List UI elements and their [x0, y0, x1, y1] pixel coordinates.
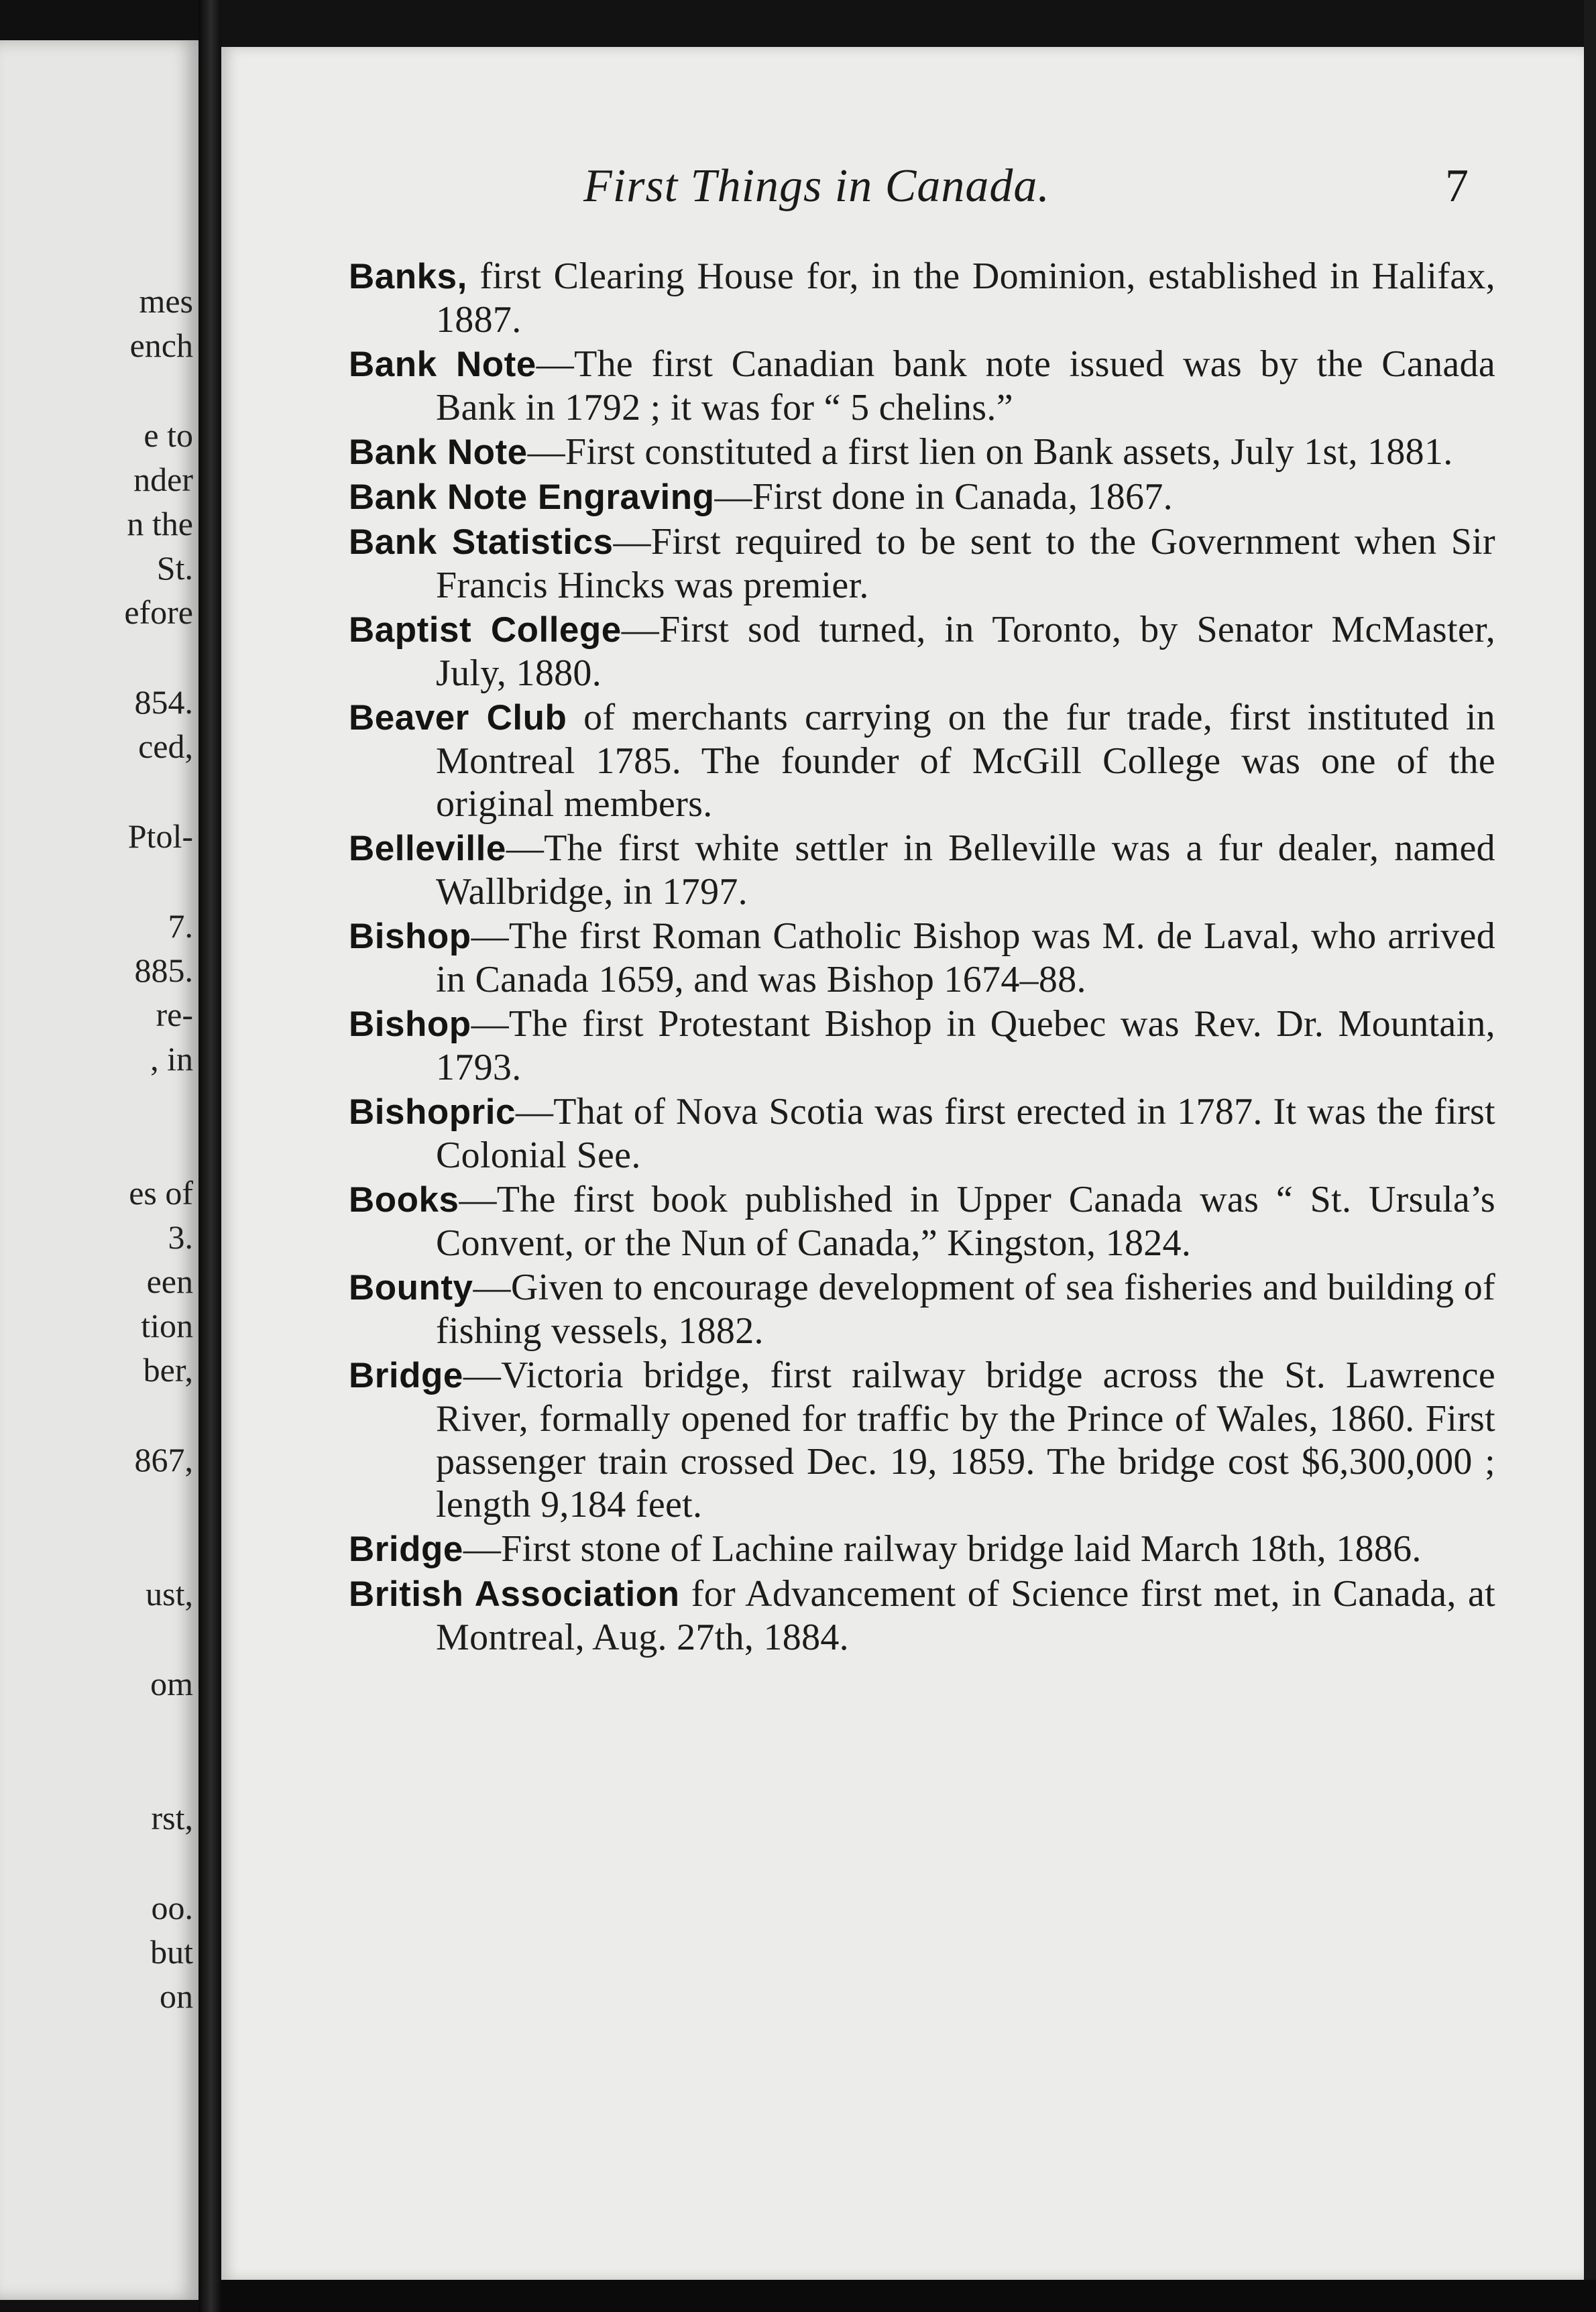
left-page-line: tion: [141, 1307, 193, 1344]
entry-bishop-2: [349, 1002, 1495, 1089]
left-page-line: ench: [129, 327, 193, 364]
entry-term: Bridge: [349, 1529, 463, 1569]
entry-text: —First sod turned, in Toronto, by Senator McMaster, July, 1880.: [436, 609, 1495, 694]
left-page-line: re-: [156, 996, 193, 1033]
left-page-line: es of: [129, 1174, 193, 1212]
left-page-line: 885.: [134, 951, 193, 989]
entry-term: British Association: [349, 1574, 680, 1614]
entry-term: Bounty: [349, 1268, 473, 1308]
entry-bank-note-1: [349, 343, 1495, 429]
entry-text: —The first white settler in Belleville was a fur dealer, named Wallbridge, in 1797.: [436, 827, 1495, 913]
entry-text: for Advancement of Science first met, in Canada, at Montreal, Aug. 27th, 1884.: [436, 1573, 1495, 1658]
entry-term: Bank Statistics: [349, 522, 614, 562]
entry-text: —Given to encourage development of sea fisheries and building of fishing vessels, 1882.: [436, 1267, 1495, 1352]
entry-baptist-college: [349, 608, 1495, 695]
left-page-line: 854.: [134, 683, 193, 721]
entry-term: Bank Note Engraving: [349, 477, 715, 517]
left-page-line: ber,: [143, 1351, 193, 1389]
page-title: First Things in Canada.: [583, 160, 1050, 212]
left-page-line: 7.: [168, 907, 193, 945]
entry-term: Baptist College: [349, 610, 622, 650]
entry-term: Beaver Club: [349, 698, 567, 738]
left-page-fragment: [0, 40, 198, 2300]
entry-term: Bishopric: [349, 1092, 516, 1132]
entry-text: —The first Roman Catholic Bishop was M. de Laval, who arrived in Canada 1659, and was Bishop 1674–88.: [436, 915, 1495, 1000]
entry-text: —Victoria bridge, first railway bridge across the St. Lawrence River, formally opened for traffic by the Prince of Wales, 1860. First passenger train crossed Dec. 19, 1859. The bridge cost $6,300,000 ; length 9,184 feet.: [436, 1354, 1495, 1525]
bottom-edge: [221, 2280, 1596, 2312]
left-page-line: 867,: [134, 1441, 193, 1479]
entry-text: —The first book published in Upper Canada was “ St. Ursula’s Convent, or the Nun of Canada,” Kingston, 1824.: [436, 1179, 1495, 1264]
entry-bank-note-2: [349, 430, 1495, 474]
right-page: [221, 47, 1584, 2280]
entry-text: —First stone of Lachine railway bridge laid March 18th, 1886.: [463, 1528, 1422, 1570]
running-head: [583, 160, 1469, 220]
left-page-line: ced,: [138, 728, 193, 765]
left-page-line: n the: [127, 505, 193, 542]
entry-bounty: [349, 1266, 1495, 1352]
left-page-line: nder: [133, 461, 193, 498]
left-page-line: but: [150, 1933, 193, 1971]
left-page-line: 3.: [168, 1218, 193, 1256]
right-edge: [1584, 0, 1596, 2312]
entry-british-association: [349, 1572, 1495, 1659]
left-page-line: een: [146, 1263, 193, 1300]
left-page-line: St.: [156, 549, 193, 587]
book-gutter: [198, 0, 221, 2312]
left-page-line: e to: [144, 416, 193, 454]
entry-beaver-club: [349, 696, 1495, 825]
entry-term: Bishop: [349, 1004, 471, 1044]
entry-term: Books: [349, 1180, 459, 1220]
entry-term: Bank Note: [349, 345, 536, 384]
entry-banks: [349, 255, 1495, 341]
left-page-line: Ptol-: [127, 817, 193, 855]
entry-text: —The first Protestant Bishop in Quebec was Rev. Dr. Mountain, 1793.: [436, 1003, 1495, 1088]
entry-term: Bishop: [349, 917, 471, 956]
entry-list: [349, 255, 1584, 1659]
left-page-line: oo.: [151, 1889, 193, 1926]
left-page-line: efore: [124, 593, 193, 631]
entry-term: Banks,: [349, 257, 467, 296]
entry-text: —The first Canadian bank note issued was by the Canada Bank in 1792 ; it was for “ 5 chelins.”: [436, 343, 1495, 428]
entry-bridge-2: [349, 1527, 1495, 1571]
entry-bishopric: [349, 1090, 1495, 1177]
entry-bishop-1: [349, 915, 1495, 1001]
entry-term: Bridge: [349, 1356, 463, 1395]
left-page-line: mes: [139, 282, 193, 320]
entry-bridge-1: [349, 1354, 1495, 1526]
entry-books: [349, 1178, 1495, 1265]
entry-text: —First required to be sent to the Government when Sir Francis Hincks was premier.: [436, 521, 1495, 606]
left-page-line: , in: [150, 1040, 193, 1078]
entry-bank-note-engraving: [349, 475, 1495, 519]
left-page-line: om: [150, 1665, 193, 1702]
top-edge: [221, 0, 1596, 47]
entry-text: —That of Nova Scotia was first erected in 1787. It was the first Colonial See.: [436, 1091, 1495, 1176]
entry-text: —First constituted a first lien on Bank assets, July 1st, 1881.: [527, 431, 1453, 473]
left-page-line: ust,: [146, 1575, 193, 1613]
entry-text: of merchants carrying on the fur trade, first instituted in Montreal 1785. The founder of McGill College was one of the original members.: [436, 697, 1495, 825]
entry-belleville: [349, 827, 1495, 913]
entry-text: first Clearing House for, in the Dominion, established in Halifax, 1887.: [436, 255, 1495, 341]
page-number: 7: [1445, 160, 1469, 212]
left-page-line: rst,: [151, 1799, 193, 1837]
entry-bank-statistics: [349, 520, 1495, 607]
left-page-line: on: [160, 1977, 193, 2015]
entry-term: Belleville: [349, 829, 506, 868]
entry-text: —First done in Canada, 1867.: [714, 476, 1173, 518]
entry-term: Bank Note: [349, 432, 528, 472]
